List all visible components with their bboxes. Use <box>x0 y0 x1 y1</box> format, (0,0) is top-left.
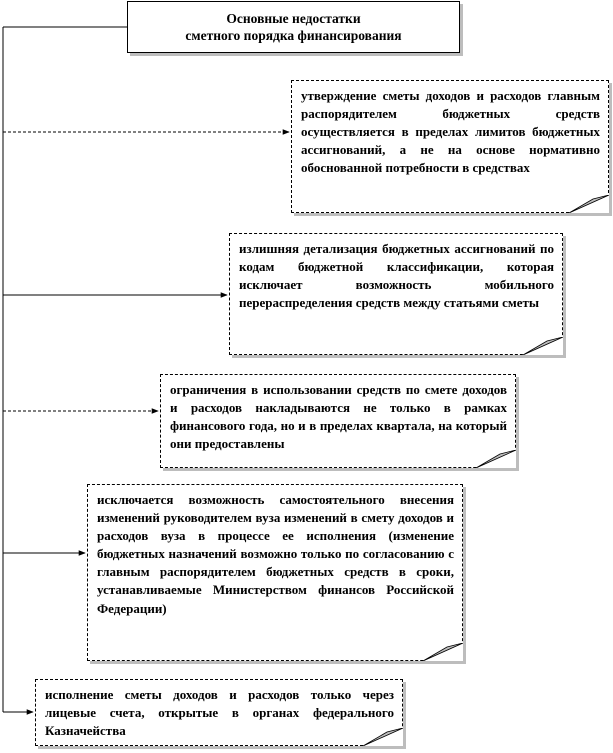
shortcoming-note-5 <box>35 679 403 746</box>
shortcoming-text-5: исполнение сметы доходов и расходов только через лицевые счета, открытые в органах федерального Казначейства <box>45 687 394 739</box>
shortcoming-text-2: излишняя детализация бюджетных ассигнований по кодам бюджетной классификации, которая исключает возможность мобильного перераспределения средств между статьями сметы <box>239 241 554 311</box>
folded-corner-icon <box>476 450 516 468</box>
folded-corner-icon <box>569 195 609 213</box>
shortcoming-text-1: утверждение сметы доходов и расходов главным распорядителем бюджетных средств осуществляется в пределах лимитов бюджетных ассигнований, а не на основе нормативно обоснованной потребности в средствах <box>301 88 600 176</box>
shortcoming-note-4 <box>87 484 463 661</box>
shortcoming-note-3 <box>160 374 516 468</box>
shortcoming-note-2 <box>229 233 563 355</box>
shortcoming-text-4: исключается возможность самостоятельного внесения изменений руководителем вуза изменений в смету доходов и расходов вуза в процессе ее исполнения (изменение бюджетных назначений возможно только по согласованию с главным распорядителем бюджетных средств в сроки, устанавливаемые Министерством финансов Российской Федерации) <box>97 492 454 616</box>
shortcoming-note-1 <box>291 80 609 213</box>
title-line-1: Основные недостатки <box>226 11 361 26</box>
folded-corner-icon <box>523 337 563 355</box>
folded-corner-icon <box>423 643 463 661</box>
shortcoming-text-3: ограничения в использовании средств по смете доходов и расходов накладываются не только в рамках финансового года, но и в пределах квартала, на который они предоставлены <box>170 382 507 452</box>
diagram-title-box <box>127 1 460 53</box>
title-line-2: сметного порядка финансирования <box>185 28 402 43</box>
folded-corner-icon <box>363 728 403 746</box>
